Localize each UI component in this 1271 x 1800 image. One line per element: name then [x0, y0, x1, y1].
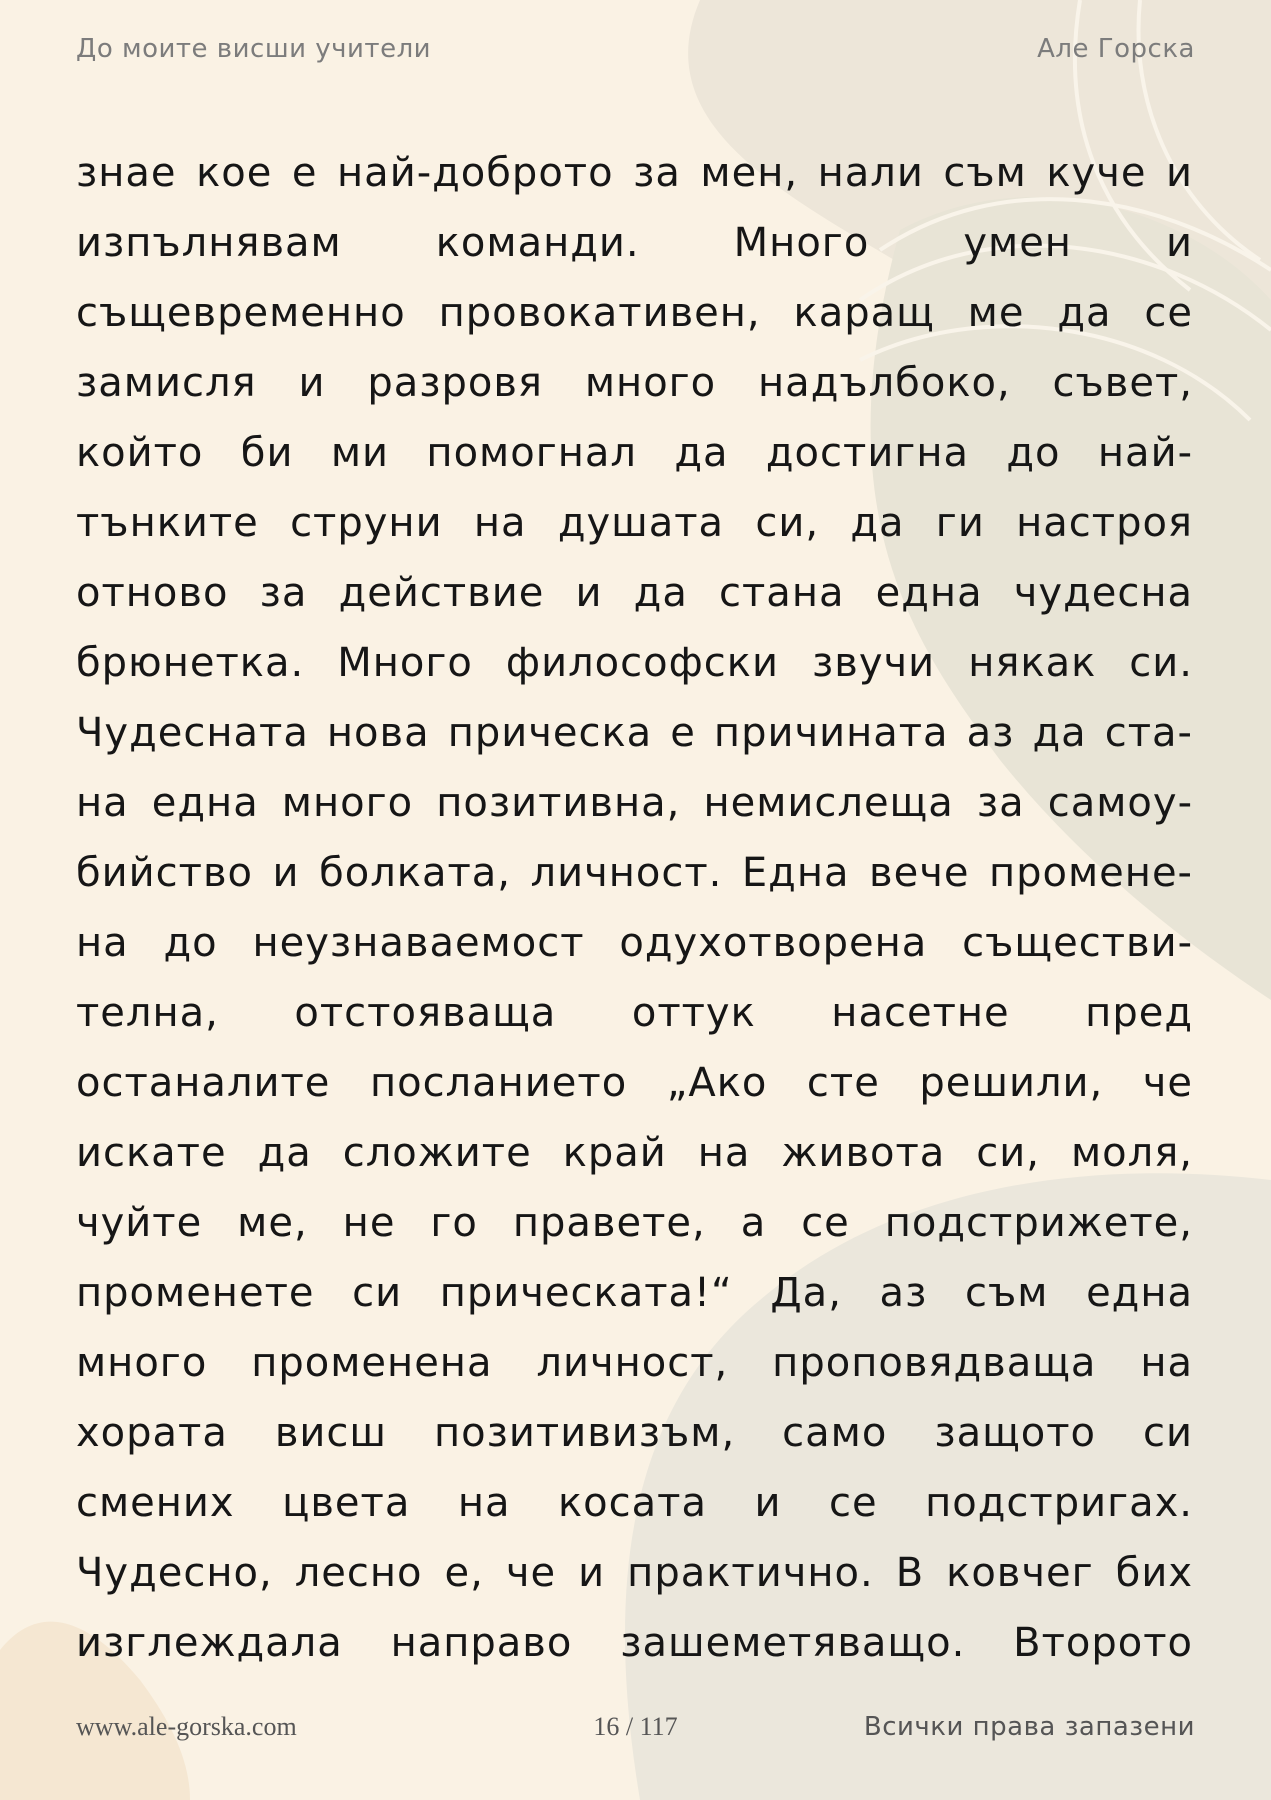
text-line: същевременно провокативен, каращ ме да се	[76, 290, 1193, 336]
text-line: чуйте ме, не го правете, а се подстрижете,	[76, 1200, 1193, 1246]
body-text	[76, 138, 1193, 1678]
text-line: тънките струни на душата си, да ги настроя	[76, 500, 1193, 546]
text-line: отново за действие и да стана една чудесна	[76, 570, 1193, 616]
text-line: бийство и болката, личност. Една вече промене-	[76, 850, 1193, 896]
text-line: знае кое е най-доброто за мен, нали съм куче и	[76, 150, 1193, 196]
text-line: брюнетка. Много философски звучи някак си.	[76, 640, 1193, 686]
website-link[interactable]: www.ale-gorska.com	[76, 1712, 297, 1741]
text-line: на една много позитивна, немислеща за самоу-	[76, 780, 1193, 826]
text-line: хората висш позитивизъм, само защото си	[76, 1410, 1193, 1456]
copyright-notice: Всички права запазени	[863, 1712, 1195, 1742]
page-header	[76, 34, 1195, 70]
page-number: 16 / 117	[593, 1712, 678, 1741]
book-title: До моите висши учители	[76, 34, 432, 64]
text-line: който би ми помогнал да достигна до най-	[76, 430, 1193, 476]
text-line: замисля и разровя много надълбоко, съвет,	[76, 360, 1193, 406]
page-footer	[76, 1712, 1195, 1748]
text-line: променете си прическата!“ Да, аз съм една	[76, 1270, 1193, 1316]
text-line: Чудесно, лесно е, че и практично. В ковчег бих	[76, 1550, 1193, 1596]
text-line: много променена личност, проповядваща на	[76, 1340, 1193, 1386]
text-line: изглеждала направо зашеметяващо. Второто	[76, 1620, 1193, 1666]
text-line: телна, отстояваща оттук насетне пред	[76, 990, 1193, 1036]
text-line: останалите посланието „Ако сте решили, че	[76, 1060, 1193, 1106]
text-line: на до неузнаваемост одухотворена съществи-	[76, 920, 1193, 966]
text-line: Чудесната нова прическа е причината аз да ста-	[76, 710, 1193, 756]
text-line: искате да сложите край на живота си, моля,	[76, 1130, 1193, 1176]
text-line: изпълнявам команди. Много умен и	[76, 220, 1193, 266]
author-name: Але Горска	[1037, 34, 1195, 64]
text-line: смених цвета на косата и се подстригах.	[76, 1480, 1193, 1526]
